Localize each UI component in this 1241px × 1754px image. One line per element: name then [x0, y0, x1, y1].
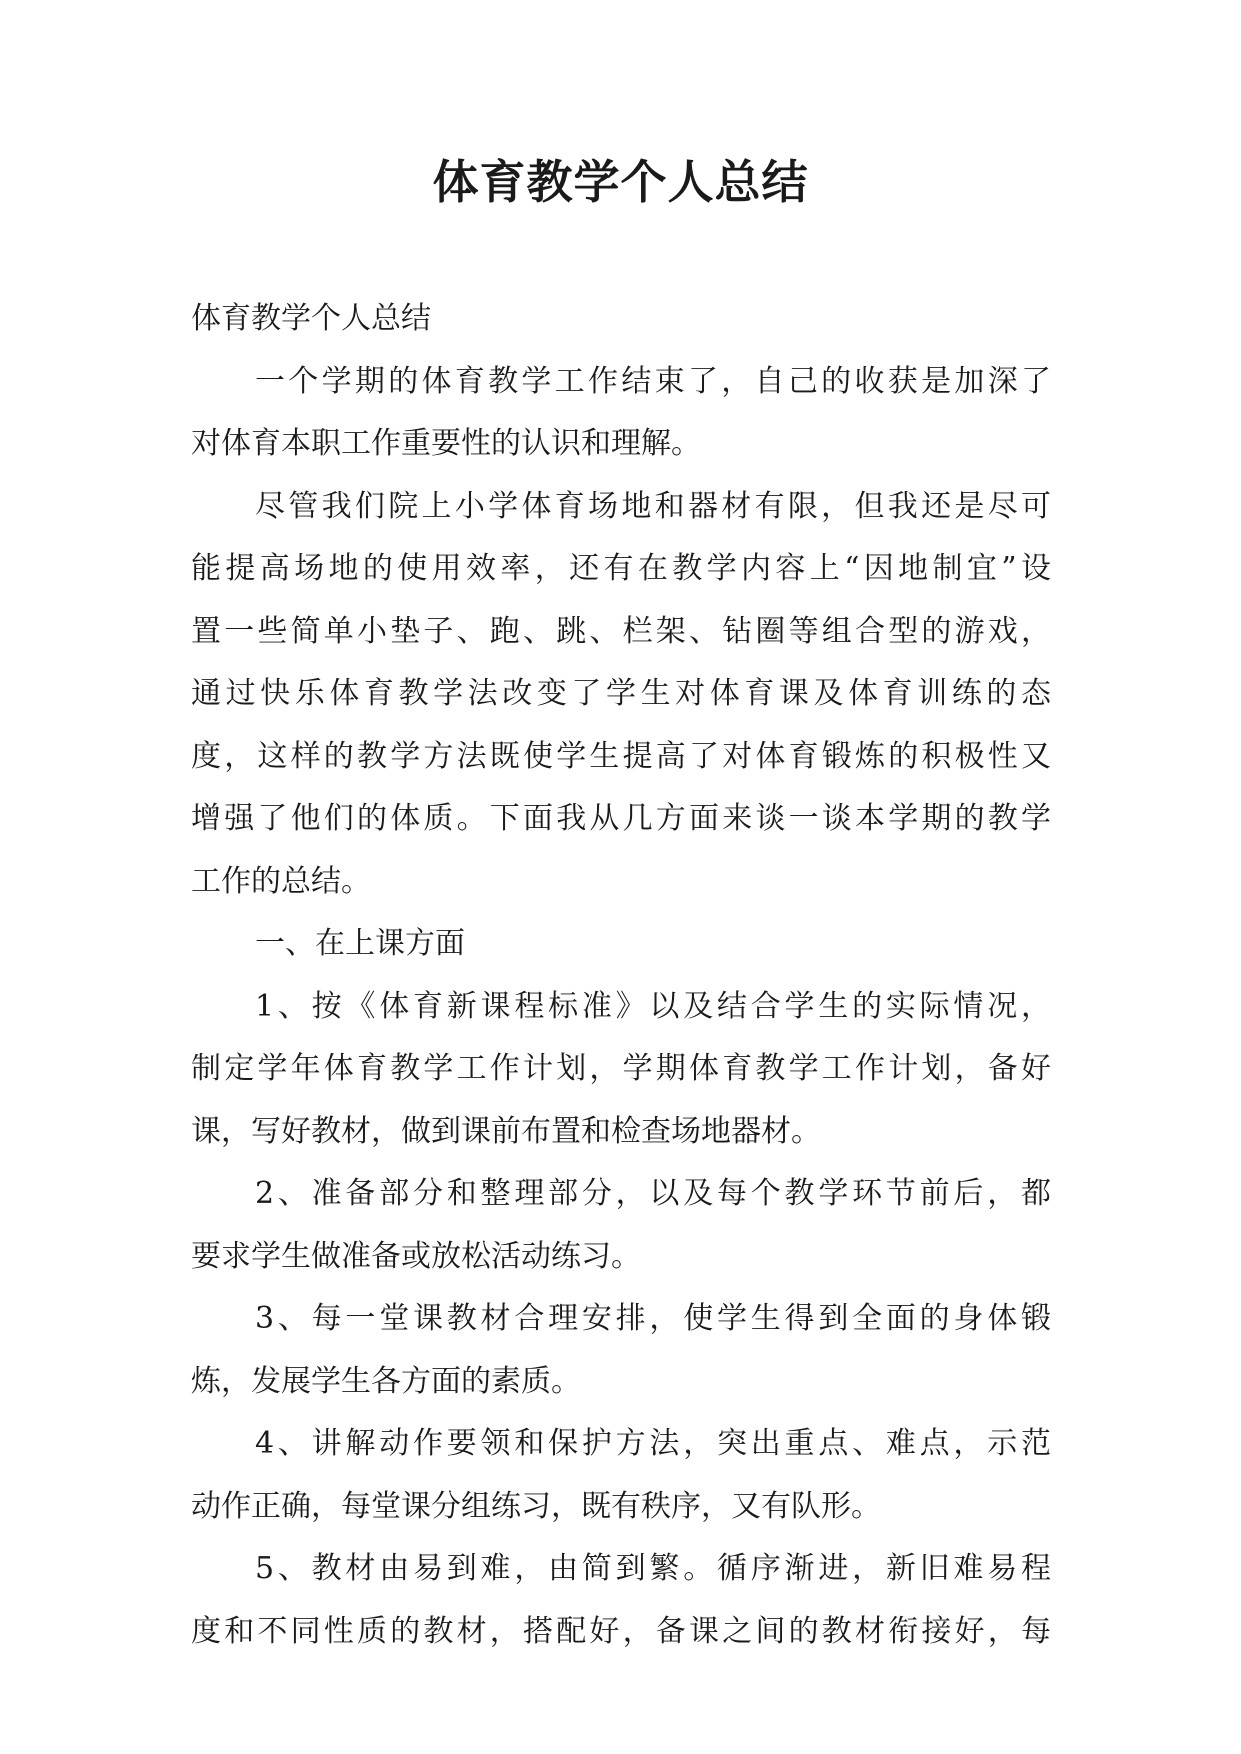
text-line: 度和不同性质的教材，搭配好，备课之间的教材衔接好，每 [191, 1613, 1051, 1649]
text-line: 5、教材由易到难，由简到繁。循序渐进，新旧难易程 [255, 1551, 1051, 1586]
text-line: 炼，发展学生各方面的素质。 [191, 1363, 581, 1399]
document-body [191, 288, 1051, 1663]
text-line: 课，写好教材，做到课前布置和检查场地器材。 [191, 1113, 821, 1149]
text-line: 增强了他们的体质。下面我从几方面来谈一谈本学期的教学 [191, 801, 1051, 836]
text-line: 一、在上课方面 [255, 926, 465, 961]
text-line: 能提高场地的使用效率，还有在教学内容上“因地制宜”设 [191, 551, 1051, 586]
text-line: 要求学生做准备或放松活动练习。 [191, 1238, 641, 1274]
text-line: 对体育本职工作重要性的认识和理解。 [191, 426, 701, 461]
text-line: 度，这样的教学方法既使学生提高了对体育锻炼的积极性又 [191, 738, 1051, 774]
text-line: 4、讲解动作要领和保护方法，突出重点、难点，示范 [255, 1426, 1051, 1461]
text-line: 工作的总结。 [191, 863, 371, 899]
text-line: 置一些简单小垫子、跑、跳、栏架、钻圈等组合型的游戏， [191, 613, 1051, 649]
text-line: 1、按《体育新课程标准》以及结合学生的实际情况， [255, 988, 1051, 1024]
text-line: 尽管我们院上小学体育场地和器材有限，但我还是尽可 [255, 488, 1051, 524]
page-title: 体育教学个人总结 [432, 155, 809, 209]
text-line: 一个学期的体育教学工作结束了，自己的收获是加深了 [255, 363, 1051, 399]
text-line: 动作正确，每堂课分组练习，既有秩序，又有队形。 [191, 1488, 881, 1524]
text-line: 3、每一堂课教材合理安排，使学生得到全面的身体锻 [255, 1301, 1051, 1336]
text-line: 2、准备部分和整理部分，以及每个教学环节前后，都 [255, 1176, 1051, 1211]
text-line: 通过快乐体育教学法改变了学生对体育课及体育训练的态 [191, 676, 1051, 711]
text-line: 体育教学个人总结 [191, 301, 431, 336]
text-line: 制定学年体育教学工作计划，学期体育教学工作计划，备好 [191, 1051, 1051, 1086]
